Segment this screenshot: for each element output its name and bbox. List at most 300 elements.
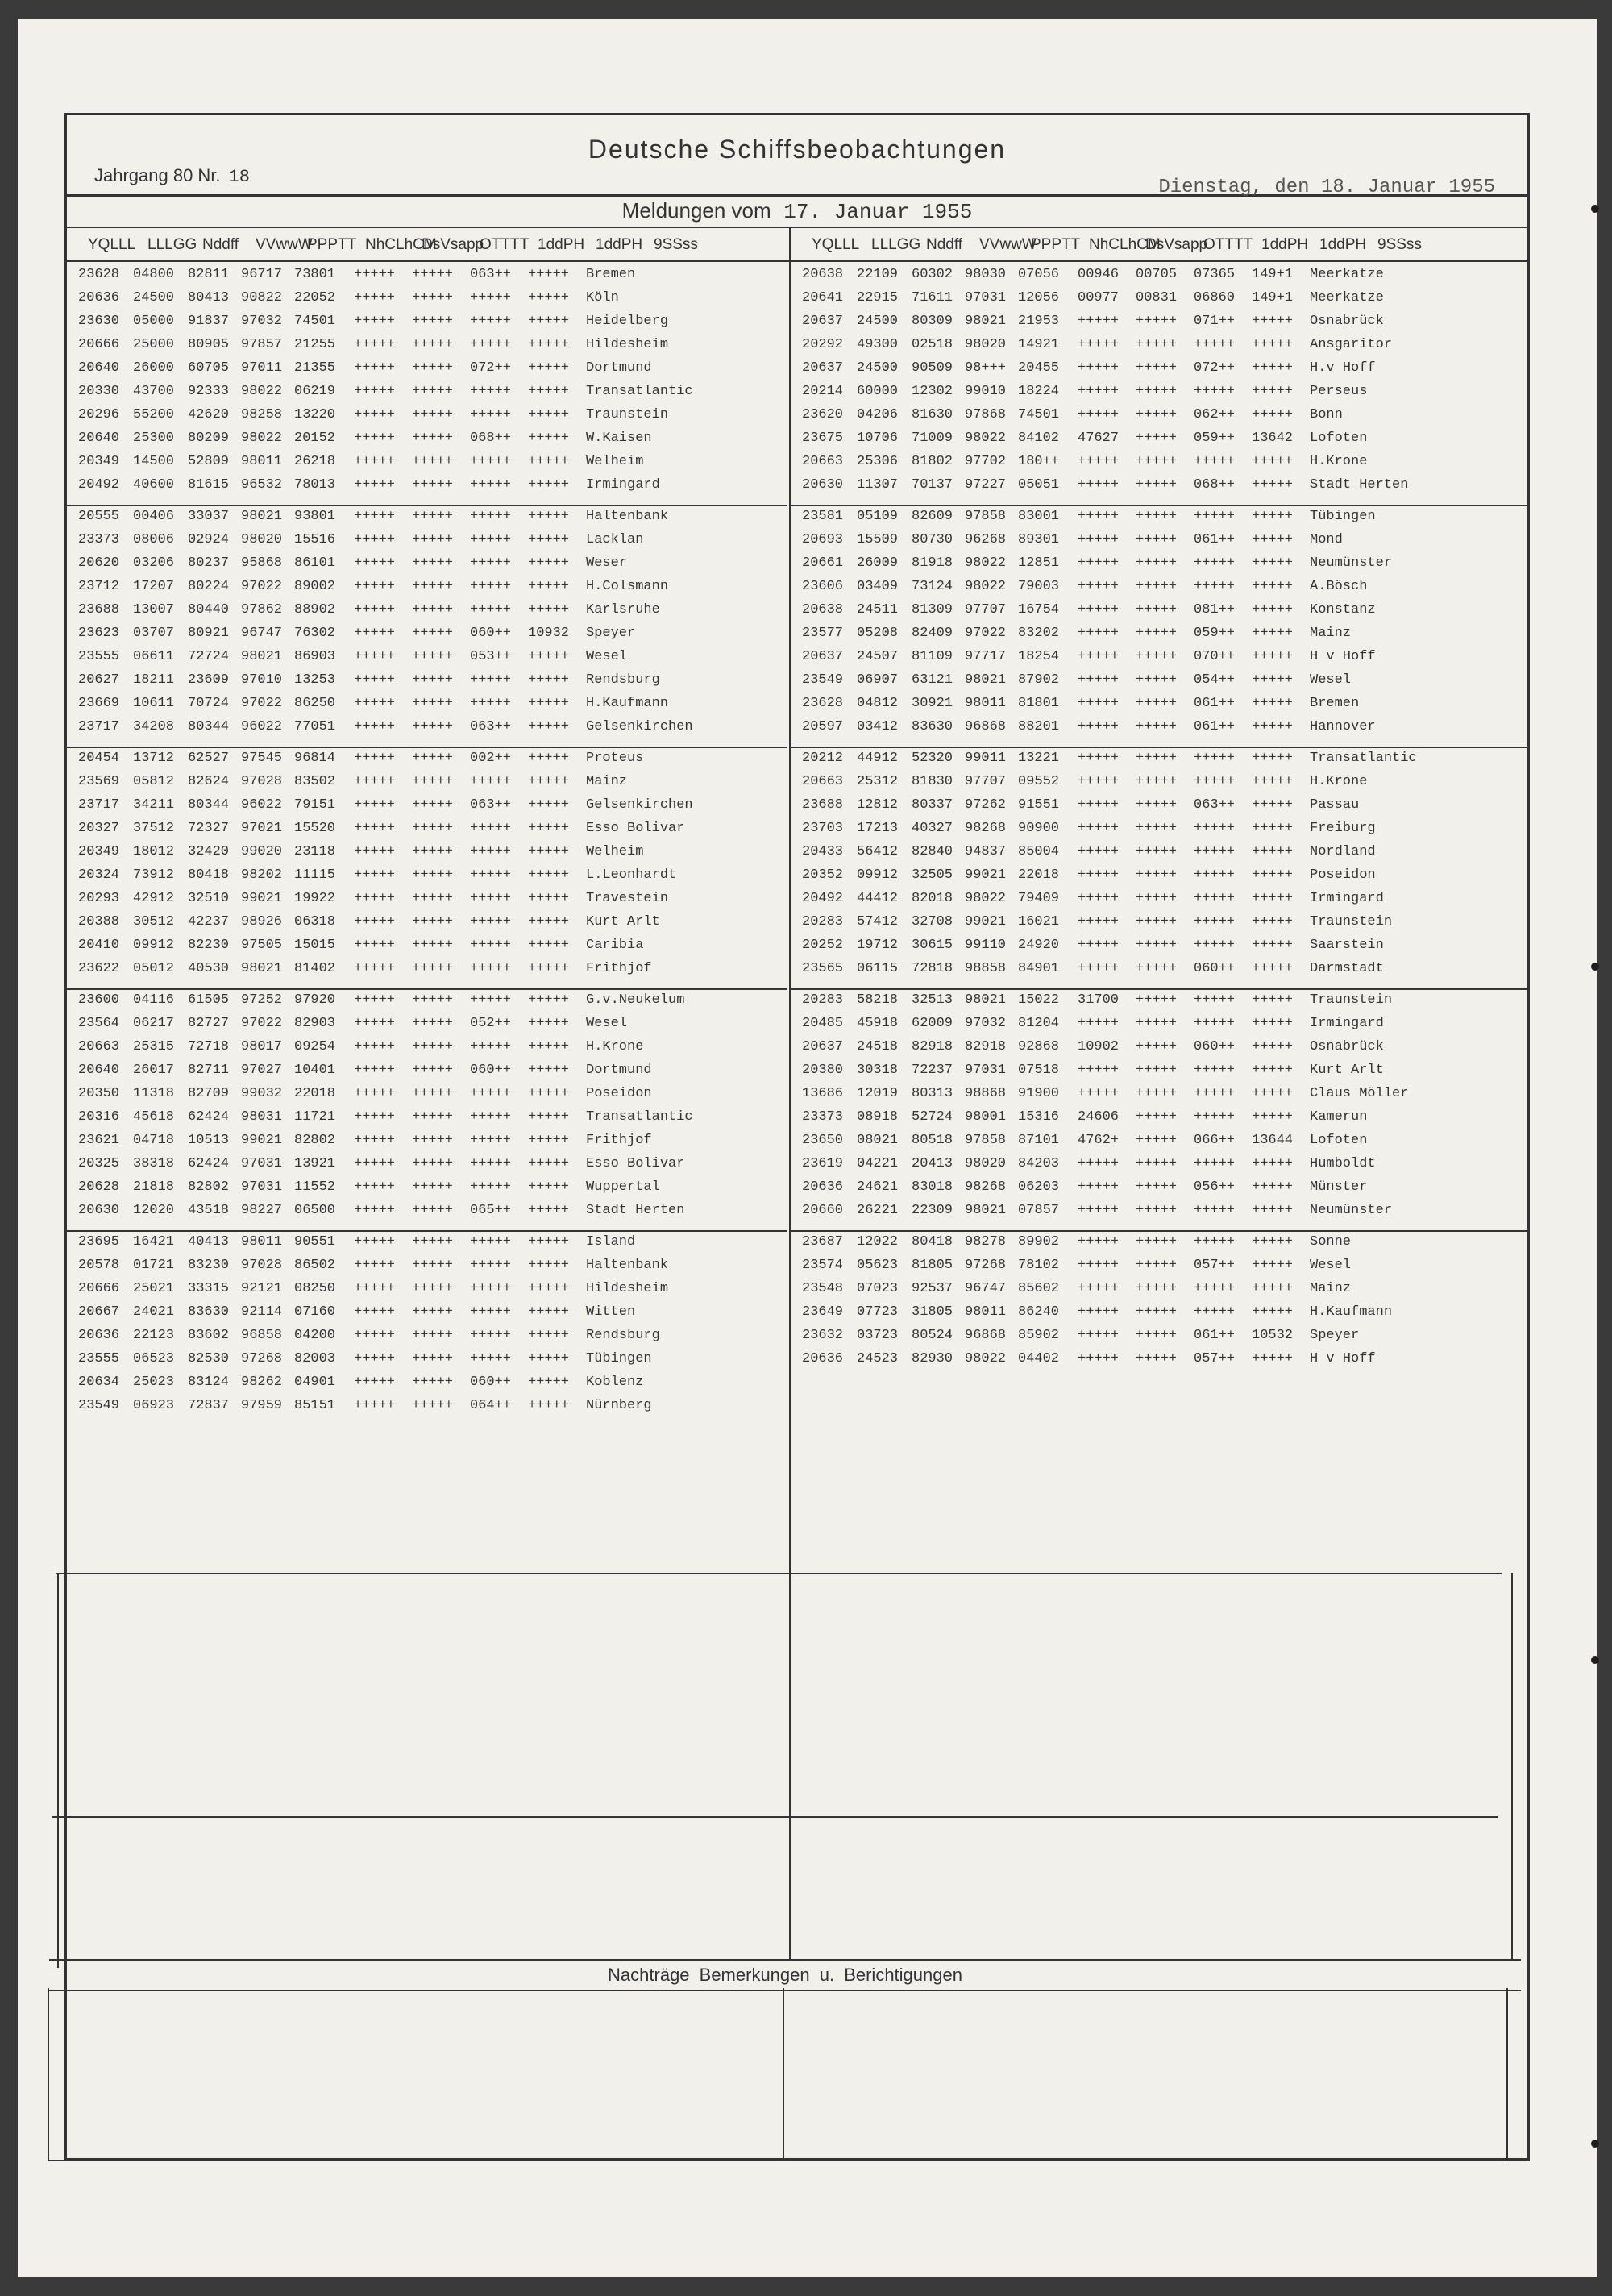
observation-value: 97702 xyxy=(965,454,1007,469)
observation-value: 12812 xyxy=(857,797,899,813)
right-observation-row xyxy=(791,1281,1527,1304)
observation-value: 34211 xyxy=(133,797,175,813)
observation-value: 80209 xyxy=(188,430,230,446)
observation-value: 12022 xyxy=(857,1234,899,1250)
observation-value: 13007 xyxy=(133,602,175,618)
observation-value: 82802 xyxy=(188,1179,230,1195)
observation-value: 23712 xyxy=(78,579,120,594)
observation-value: +++++ xyxy=(1194,555,1236,571)
ship-name: Speyer xyxy=(1310,1328,1360,1343)
left-observation-row xyxy=(67,1234,787,1258)
observation-value: 92114 xyxy=(241,1304,283,1320)
observation-value: +++++ xyxy=(412,314,454,329)
observation-value: 25312 xyxy=(857,774,899,789)
observation-value: 11721 xyxy=(294,1109,336,1125)
left-observation-row xyxy=(67,672,787,696)
observation-value: +++++ xyxy=(354,821,396,836)
observation-value: 81204 xyxy=(1018,1016,1060,1031)
observation-value: 97717 xyxy=(965,649,1007,664)
ship-name: Wesel xyxy=(1310,672,1352,688)
observation-value: +++++ xyxy=(1194,844,1236,859)
observation-value: 08250 xyxy=(294,1281,336,1296)
observation-value: +++++ xyxy=(1078,1179,1120,1195)
observation-value: 98022 xyxy=(965,555,1007,571)
observation-value: +++++ xyxy=(412,626,454,641)
left-observation-row xyxy=(67,1281,787,1304)
observation-value: 83502 xyxy=(294,774,336,789)
ship-name: Travestein xyxy=(586,891,669,906)
left-observation-row xyxy=(67,867,787,891)
left-observation-row xyxy=(67,797,787,821)
left-column-header: VVwwW xyxy=(256,236,313,253)
observation-value: +++++ xyxy=(354,360,396,376)
ship-name: H.Kaufmann xyxy=(1310,1304,1393,1320)
right-observation-row xyxy=(791,649,1527,672)
observation-value: 80344 xyxy=(188,797,230,813)
right-observation-row xyxy=(791,891,1527,914)
observation-value: 79151 xyxy=(294,797,336,813)
left-column-header: YQLLL xyxy=(88,236,136,253)
observation-value: 98858 xyxy=(965,961,1007,976)
observation-value: 23555 xyxy=(78,1351,120,1366)
observation-value: 20349 xyxy=(78,844,120,859)
observation-value: +++++ xyxy=(1252,891,1294,906)
observation-value: 92868 xyxy=(1018,1039,1060,1054)
observation-value: +++++ xyxy=(1078,821,1120,836)
observation-value: +++++ xyxy=(1136,555,1178,571)
observation-value: 37512 xyxy=(133,821,175,836)
observation-value: 52320 xyxy=(912,751,953,766)
observation-value: 061++ xyxy=(1194,696,1236,711)
observation-value: +++++ xyxy=(1252,1109,1294,1125)
observation-value: +++++ xyxy=(528,555,570,571)
observation-value: 20578 xyxy=(78,1258,120,1273)
ship-name: Heidelberg xyxy=(586,314,669,329)
ship-name: Gelsenkirchen xyxy=(586,797,693,813)
observation-value: 98011 xyxy=(241,1234,283,1250)
observation-value: 44912 xyxy=(857,751,899,766)
observation-value: 93801 xyxy=(294,509,336,524)
observation-value: 17207 xyxy=(133,579,175,594)
block-rule xyxy=(52,1816,1498,1818)
observation-value: 98030 xyxy=(965,267,1007,282)
observation-value: 11307 xyxy=(857,477,899,493)
observation-value: +++++ xyxy=(412,1375,454,1390)
observation-value: +++++ xyxy=(354,1398,396,1413)
observation-value: 20663 xyxy=(802,774,844,789)
observation-value: +++++ xyxy=(354,1156,396,1171)
ship-name: Nordland xyxy=(1310,844,1376,859)
ship-name: Lacklan xyxy=(586,532,644,547)
ship-name: Poseidon xyxy=(586,1086,652,1101)
observation-value: +++++ xyxy=(528,579,570,594)
observation-value: 38318 xyxy=(133,1156,175,1171)
observation-value: +++++ xyxy=(1252,797,1294,813)
observation-value: +++++ xyxy=(1078,1304,1120,1320)
observation-value: 85004 xyxy=(1018,844,1060,859)
left-observation-row xyxy=(67,555,787,579)
left-group-rule xyxy=(67,988,787,990)
observation-value: 23650 xyxy=(802,1133,844,1148)
observation-value: 60302 xyxy=(912,267,953,282)
observation-value: 23649 xyxy=(802,1304,844,1320)
observation-value: +++++ xyxy=(1252,360,1294,376)
observation-value: +++++ xyxy=(412,1203,454,1218)
observation-value: +++++ xyxy=(528,821,570,836)
right-observation-row xyxy=(791,797,1527,821)
observation-value: +++++ xyxy=(1194,1203,1236,1218)
left-observation-row xyxy=(67,430,787,454)
observation-value: 97031 xyxy=(965,290,1007,306)
observation-value: 44412 xyxy=(857,891,899,906)
observation-value: +++++ xyxy=(1136,509,1178,524)
observation-value: 23606 xyxy=(802,579,844,594)
observation-value: 20455 xyxy=(1018,360,1060,376)
remarks-border xyxy=(48,1988,49,2161)
observation-value: 23687 xyxy=(802,1234,844,1250)
observation-value: 97268 xyxy=(241,1351,283,1366)
observation-value: +++++ xyxy=(412,672,454,688)
observation-value: 86250 xyxy=(294,696,336,711)
observation-value: 96868 xyxy=(965,719,1007,734)
observation-value: 15516 xyxy=(294,532,336,547)
left-column-header: DsVsapp xyxy=(422,236,484,253)
observation-value: 20640 xyxy=(78,430,120,446)
left-observation-row xyxy=(67,1179,787,1203)
observation-value: +++++ xyxy=(1194,1156,1236,1171)
observation-value: +++++ xyxy=(1136,844,1178,859)
observation-value: +++++ xyxy=(1136,751,1178,766)
ship-name: H.Krone xyxy=(586,1039,644,1054)
ship-name: Irmingard xyxy=(1310,891,1384,906)
observation-value: 83124 xyxy=(188,1375,230,1390)
observation-value: 58218 xyxy=(857,992,899,1008)
observation-value: 98868 xyxy=(965,1086,1007,1101)
observation-value: 32708 xyxy=(912,914,953,930)
observation-value: 068++ xyxy=(1194,477,1236,493)
observation-value: 98022 xyxy=(965,891,1007,906)
observation-value: 068++ xyxy=(470,430,512,446)
observation-value: 23555 xyxy=(78,649,120,664)
observation-value: +++++ xyxy=(1252,821,1294,836)
observation-value: +++++ xyxy=(470,914,512,930)
observation-value: 98022 xyxy=(241,430,283,446)
observation-value: 20296 xyxy=(78,407,120,422)
observation-value: +++++ xyxy=(470,290,512,306)
observation-value: +++++ xyxy=(1136,1133,1178,1148)
ship-name: Claus Möller xyxy=(1310,1086,1409,1101)
observation-value: 97707 xyxy=(965,602,1007,618)
observation-value: 32513 xyxy=(912,992,953,1008)
observation-value: +++++ xyxy=(470,509,512,524)
ship-name: Wesel xyxy=(1310,1258,1352,1273)
ship-name: W.Kaisen xyxy=(586,430,652,446)
observation-value: 23621 xyxy=(78,1133,120,1148)
observation-value: +++++ xyxy=(528,337,570,352)
left-observation-row xyxy=(67,384,787,407)
observation-value: +++++ xyxy=(1252,844,1294,859)
observation-value: +++++ xyxy=(1136,602,1178,618)
ship-name: Neumünster xyxy=(1310,1203,1393,1218)
observation-value: +++++ xyxy=(1078,914,1120,930)
observation-value: 05051 xyxy=(1018,477,1060,493)
observation-value: +++++ xyxy=(354,1203,396,1218)
observation-value: 24500 xyxy=(857,360,899,376)
observation-value: +++++ xyxy=(470,454,512,469)
right-observation-row xyxy=(791,454,1527,477)
observation-value: +++++ xyxy=(354,992,396,1008)
observation-value: 81309 xyxy=(912,602,953,618)
right-observation-row xyxy=(791,719,1527,742)
observation-value: 97505 xyxy=(241,938,283,953)
observation-value: 99032 xyxy=(241,1086,283,1101)
observation-value: 97022 xyxy=(241,579,283,594)
observation-value: 20325 xyxy=(78,1156,120,1171)
observation-value: 054++ xyxy=(1194,672,1236,688)
observation-value: 90900 xyxy=(1018,821,1060,836)
observation-value: +++++ xyxy=(412,532,454,547)
observation-value: 20454 xyxy=(78,751,120,766)
observation-value: +++++ xyxy=(412,649,454,664)
observation-value: 23609 xyxy=(188,672,230,688)
observation-value: 04221 xyxy=(857,1156,899,1171)
right-observation-row xyxy=(791,938,1527,961)
left-observation-row xyxy=(67,532,787,555)
observation-value: 74501 xyxy=(294,314,336,329)
observation-value: 06923 xyxy=(133,1398,175,1413)
observation-value: 24518 xyxy=(857,1039,899,1054)
observation-value: 20388 xyxy=(78,914,120,930)
observation-value: 081++ xyxy=(1194,602,1236,618)
observation-value: 13221 xyxy=(1018,751,1060,766)
observation-value: +++++ xyxy=(1194,1063,1236,1078)
observation-value: 20152 xyxy=(294,430,336,446)
observation-value: 26221 xyxy=(857,1203,899,1218)
observation-value: +++++ xyxy=(1136,1203,1178,1218)
left-observation-row xyxy=(67,360,787,384)
ship-name: Haltenbank xyxy=(586,1258,669,1273)
left-observation-row xyxy=(67,696,787,719)
observation-value: 73124 xyxy=(912,579,953,594)
observation-value: +++++ xyxy=(1252,1281,1294,1296)
ship-name: Darmstadt xyxy=(1310,961,1384,976)
ship-name: Mainz xyxy=(1310,1281,1352,1296)
observation-value: 25315 xyxy=(133,1039,175,1054)
observation-value: 15509 xyxy=(857,532,899,547)
right-observation-row xyxy=(791,1016,1527,1039)
observation-value: +++++ xyxy=(1078,696,1120,711)
right-column-header: 1ddPH xyxy=(1261,236,1309,253)
left-observation-row xyxy=(67,992,787,1016)
observation-value: +++++ xyxy=(528,477,570,493)
observation-value: +++++ xyxy=(1078,1203,1120,1218)
left-observation-row xyxy=(67,509,787,532)
observation-value: 24500 xyxy=(857,314,899,329)
observation-value: 98011 xyxy=(965,696,1007,711)
observation-value: 23622 xyxy=(78,961,120,976)
observation-value: +++++ xyxy=(412,1086,454,1101)
observation-value: 04901 xyxy=(294,1375,336,1390)
observation-value: +++++ xyxy=(470,867,512,883)
ship-name: Saarstein xyxy=(1310,938,1384,953)
observation-value: +++++ xyxy=(1078,314,1120,329)
observation-value: 01721 xyxy=(133,1258,175,1273)
observation-value: 43518 xyxy=(188,1203,230,1218)
left-observation-row xyxy=(67,938,787,961)
left-group-rule xyxy=(67,747,787,748)
left-group-rule xyxy=(67,1230,787,1232)
observation-value: +++++ xyxy=(412,430,454,446)
observation-value: 23628 xyxy=(78,267,120,282)
ship-name: Speyer xyxy=(586,626,636,641)
observation-value: 97262 xyxy=(965,797,1007,813)
right-observation-row xyxy=(791,1328,1527,1351)
observation-value: 98268 xyxy=(965,821,1007,836)
block-divider xyxy=(789,1573,791,1960)
observation-value: +++++ xyxy=(1194,1016,1236,1031)
observation-value: 83202 xyxy=(1018,626,1060,641)
left-observation-row xyxy=(67,267,787,290)
observation-value: +++++ xyxy=(412,1351,454,1366)
observation-value: +++++ xyxy=(1252,1258,1294,1273)
observation-value: 97862 xyxy=(241,602,283,618)
observation-value: 33315 xyxy=(188,1281,230,1296)
observation-value: +++++ xyxy=(354,1328,396,1343)
observation-value: +++++ xyxy=(1136,1328,1178,1343)
observation-value: +++++ xyxy=(412,454,454,469)
observation-value: 20637 xyxy=(802,649,844,664)
left-observation-row xyxy=(67,961,787,984)
left-observation-row xyxy=(67,314,787,337)
observation-value: 47627 xyxy=(1078,430,1120,446)
observation-value: 20485 xyxy=(802,1016,844,1031)
ship-name: Koblenz xyxy=(586,1375,644,1390)
left-observation-row xyxy=(67,1375,787,1398)
observation-value: 060++ xyxy=(470,1375,512,1390)
observation-value: 97868 xyxy=(965,407,1007,422)
observation-value: +++++ xyxy=(1078,1086,1120,1101)
ship-name: Osnabrück xyxy=(1310,1039,1384,1054)
observation-value: 13253 xyxy=(294,672,336,688)
ship-name: Neumünster xyxy=(1310,555,1393,571)
observation-value: 18211 xyxy=(133,672,175,688)
observation-value: +++++ xyxy=(528,1179,570,1195)
observation-value: +++++ xyxy=(1252,314,1294,329)
observation-value: 23373 xyxy=(802,1109,844,1125)
observation-value: 89301 xyxy=(1018,532,1060,547)
ship-name: Kurt Arlt xyxy=(586,914,660,930)
ship-name: Osnabrück xyxy=(1310,314,1384,329)
right-observation-row xyxy=(791,384,1527,407)
ship-name: Gelsenkirchen xyxy=(586,719,693,734)
observation-value: 98020 xyxy=(241,532,283,547)
observation-value: 82230 xyxy=(188,938,230,953)
punch-hole xyxy=(1591,205,1599,213)
observation-value: +++++ xyxy=(412,844,454,859)
observation-value: +++++ xyxy=(1136,696,1178,711)
observation-value: 99021 xyxy=(241,1133,283,1148)
observation-value: +++++ xyxy=(470,696,512,711)
observation-value: 20292 xyxy=(802,337,844,352)
observation-value: 23695 xyxy=(78,1234,120,1250)
observation-value: 20630 xyxy=(78,1203,120,1218)
observation-value: 00977 xyxy=(1078,290,1120,306)
ship-name: Stadt Herten xyxy=(1310,477,1409,493)
observations-right xyxy=(791,260,1527,1574)
observation-value: 20693 xyxy=(802,532,844,547)
observation-value: +++++ xyxy=(470,1281,512,1296)
ship-name: Hildesheim xyxy=(586,1281,669,1296)
ship-name: Tübingen xyxy=(1310,509,1376,524)
observation-value: +++++ xyxy=(1078,1016,1120,1031)
observation-value: +++++ xyxy=(1136,532,1178,547)
observation-value: 12302 xyxy=(912,384,953,399)
observation-value: +++++ xyxy=(412,914,454,930)
right-observation-row xyxy=(791,555,1527,579)
ship-name: Stadt Herten xyxy=(586,1203,685,1218)
observation-value: +++++ xyxy=(354,477,396,493)
observation-value: 20663 xyxy=(802,454,844,469)
observation-value: 88902 xyxy=(294,602,336,618)
observation-value: 40600 xyxy=(133,477,175,493)
observation-value: +++++ xyxy=(528,719,570,734)
right-observation-row xyxy=(791,1133,1527,1156)
observation-value: 23688 xyxy=(78,602,120,618)
right-observation-row xyxy=(791,314,1527,337)
observation-value: +++++ xyxy=(1078,1281,1120,1296)
ship-name: Münster xyxy=(1310,1179,1368,1195)
observation-value: 24523 xyxy=(857,1351,899,1366)
observation-value: 06523 xyxy=(133,1351,175,1366)
left-observation-row xyxy=(67,891,787,914)
observation-value: 063++ xyxy=(470,797,512,813)
observation-value: 24621 xyxy=(857,1179,899,1195)
observation-value: 20666 xyxy=(78,1281,120,1296)
observation-value: 80518 xyxy=(912,1133,953,1148)
observation-value: 82711 xyxy=(188,1063,230,1078)
observation-value: +++++ xyxy=(1136,961,1178,976)
observation-value: 72818 xyxy=(912,961,953,976)
observation-value: +++++ xyxy=(1252,1016,1294,1031)
observation-value: 80309 xyxy=(912,314,953,329)
left-observation-row xyxy=(67,337,787,360)
observation-value: 12851 xyxy=(1018,555,1060,571)
observation-value: +++++ xyxy=(354,1234,396,1250)
observation-value: 20492 xyxy=(78,477,120,493)
observation-value: +++++ xyxy=(1136,1016,1178,1031)
observation-value: +++++ xyxy=(1252,407,1294,422)
observation-value: +++++ xyxy=(354,672,396,688)
left-observation-row xyxy=(67,1063,787,1086)
observation-value: +++++ xyxy=(1078,1156,1120,1171)
ship-name: Haltenbank xyxy=(586,509,669,524)
observation-value: 32510 xyxy=(188,891,230,906)
observation-value: 20212 xyxy=(802,751,844,766)
observation-value: 98001 xyxy=(965,1109,1007,1125)
left-observation-row xyxy=(67,477,787,501)
observation-value: +++++ xyxy=(412,384,454,399)
observation-value: +++++ xyxy=(412,360,454,376)
observation-value: 71611 xyxy=(912,290,953,306)
ship-name: Welheim xyxy=(586,454,644,469)
observation-value: +++++ xyxy=(470,407,512,422)
observation-value: 20634 xyxy=(78,1375,120,1390)
ship-name: Island xyxy=(586,1234,636,1250)
observation-value: 92121 xyxy=(241,1281,283,1296)
observation-value: 30921 xyxy=(912,696,953,711)
observation-value: +++++ xyxy=(354,891,396,906)
observation-value: +++++ xyxy=(470,992,512,1008)
